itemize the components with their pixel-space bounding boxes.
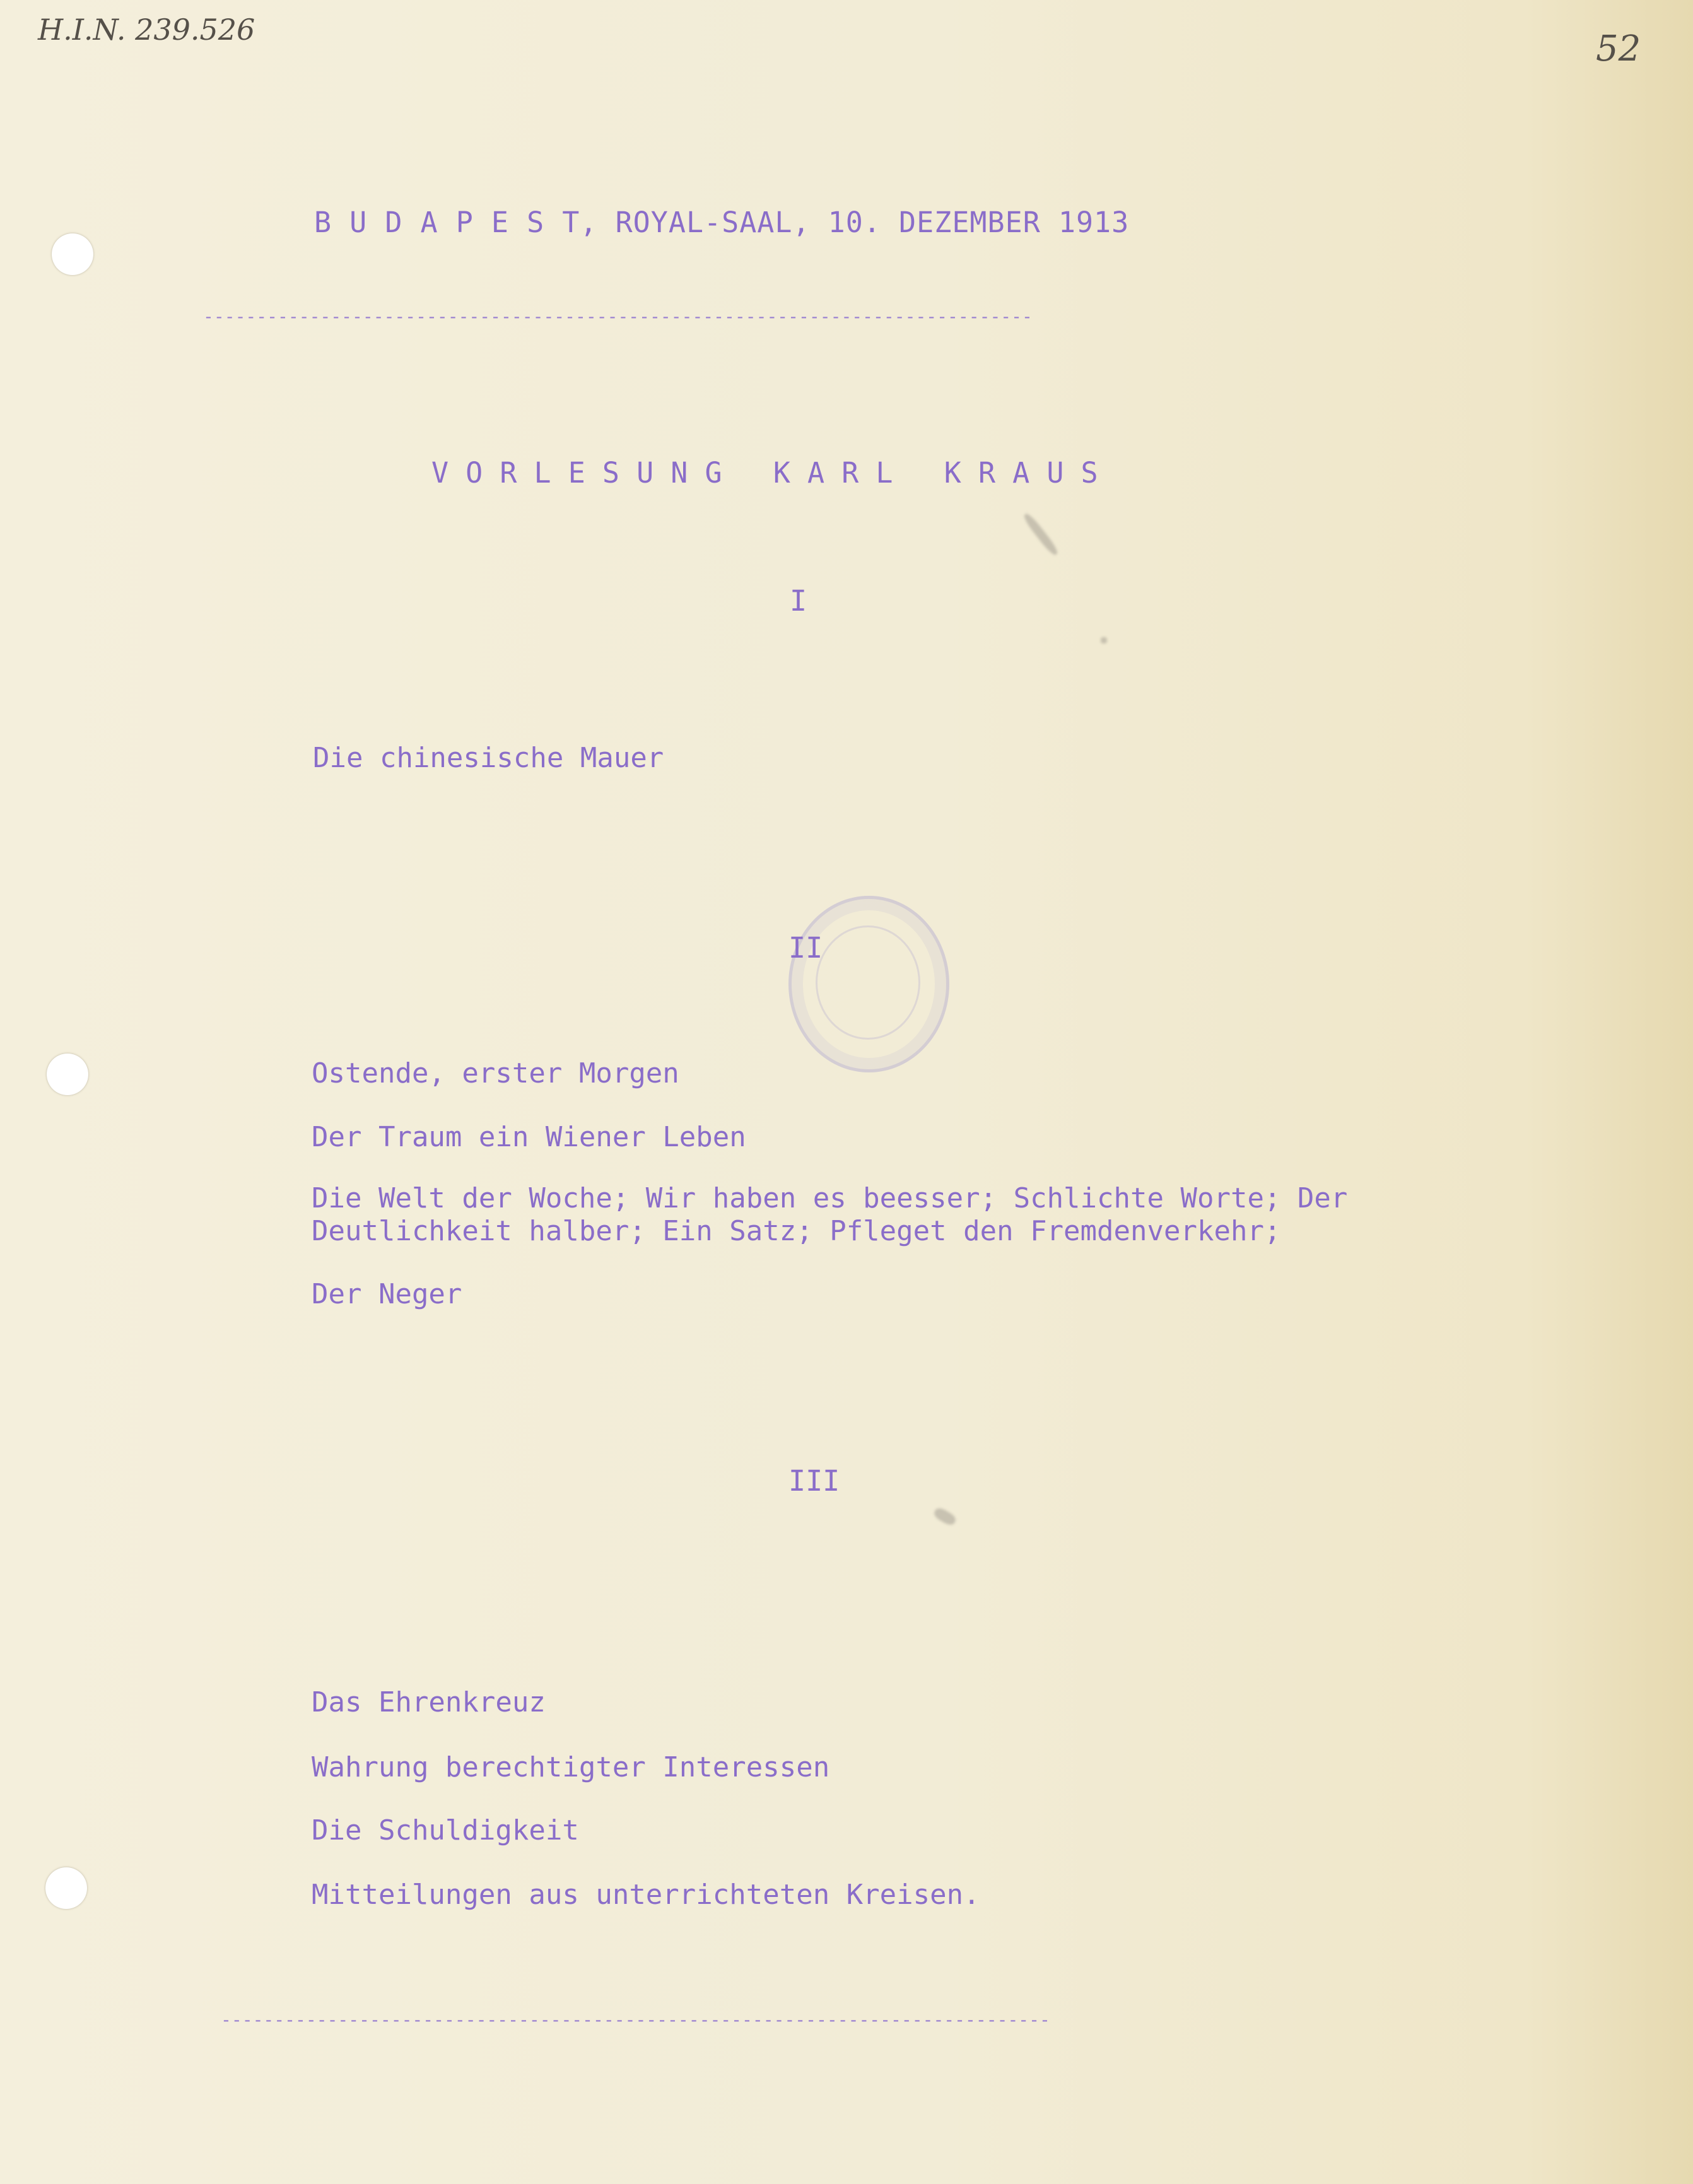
program-item: Der Traum ein Wiener Leben: [312, 1121, 746, 1153]
program-item: Das Ehrenkreuz: [312, 1686, 546, 1718]
punch-hole-bottom: [45, 1867, 87, 1909]
ink-smudge: [932, 1506, 958, 1527]
page-number: 52: [1596, 28, 1641, 69]
program-item: Wahrung berechtigter Interessen: [312, 1751, 830, 1783]
program-item: Die Schuldigkeit: [312, 1814, 579, 1846]
program-item: Der Neger: [312, 1278, 462, 1310]
punch-hole-top: [52, 233, 93, 275]
section-numeral-3: III: [788, 1464, 840, 1498]
section-numeral-2: II: [788, 931, 823, 965]
bottom-dashed-rule: ------------------------------------------------------------------------------: [221, 2009, 1050, 2030]
program-item: Die Welt der Woche; Wir haben es beesser; Schlichte Worte; Der: [312, 1182, 1348, 1214]
lecture-title: V O R L E S U N G K A R L K R A U S: [431, 456, 1098, 490]
section-numeral-1: I: [790, 584, 807, 618]
event-header: B U D A P E S T, ROYAL-SAAL, 10. DEZEMBER 1913: [314, 206, 1130, 239]
program-item: Die chinesische Mauer: [313, 742, 664, 774]
program-item: Ostende, erster Morgen: [312, 1057, 679, 1089]
program-item: Deutlichkeit halber; Ein Satz; Pfleget den Fremdenverkehr;: [312, 1215, 1281, 1247]
ink-speck: [1101, 637, 1107, 643]
ink-smudge: [1022, 512, 1060, 557]
program-item: Mitteilungen aus unterrichteten Kreisen.: [312, 1879, 980, 1911]
punch-hole-middle: [47, 1054, 88, 1095]
top-dashed-rule: ------------------------------------------------------------------------------: [203, 306, 1033, 327]
inventory-number: H.I.N. 239.526: [38, 13, 255, 47]
library-stamp: [788, 896, 949, 1072]
